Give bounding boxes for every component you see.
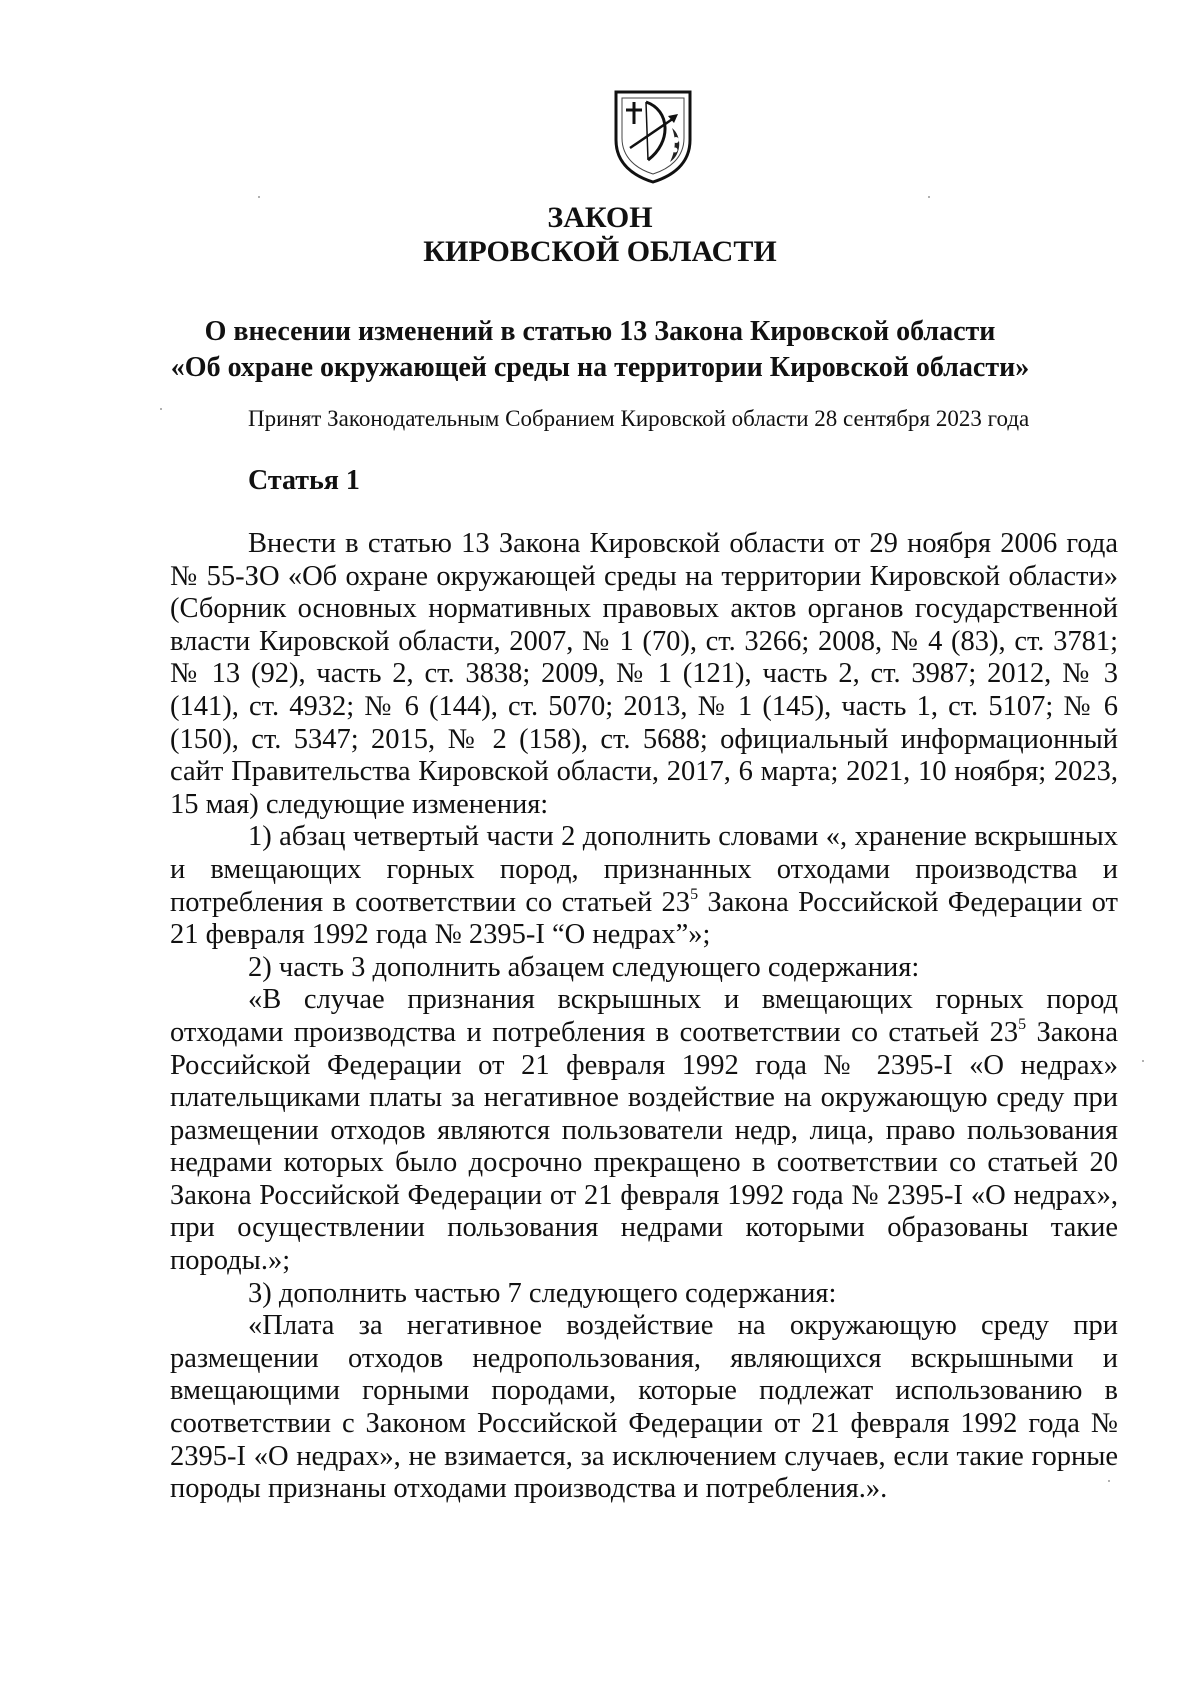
scan-speck xyxy=(160,408,162,410)
scan-speck xyxy=(928,196,930,198)
amendment-quote-2 xyxy=(170,984,1118,1277)
article-body xyxy=(170,528,1118,1506)
region-title: КИРОВСКОЙ ОБЛАСТИ xyxy=(423,235,777,268)
amendment-item-1 xyxy=(170,821,1118,951)
amendment-item-3: 3) дополнить частью 7 следующего содержания: xyxy=(248,1277,837,1309)
article-heading: Статья 1 xyxy=(248,465,360,496)
superscript: 5 xyxy=(1018,1015,1027,1033)
scan-speck xyxy=(1142,1060,1144,1062)
scan-speck xyxy=(1108,1480,1110,1482)
subject-line-2: «Об охране окружающей среды на территории Кировской области» xyxy=(170,352,1030,383)
quote2-text-tail: Закона Российской Федерации от 21 февраля 1992 года № 2395-I «О недрах» плательщиками платы за негативное воздействие на окружающую среду при размещении отходов являются пользователи недр, лица, право пользования недрами которых было досрочно прекращено в соответствии со статьей 20 Закона Российской Федерации от 21 февраля 1992 года № 2395-I «О недрах», при осуществлении пользования недрами которыми образованы такие породы.»; xyxy=(170,1016,1118,1277)
amendment-quote-3: «Плата за негативное воздействие на окружающую среду при размещении отходов недропользования, являющихся вскрышными и вмещающими горными породами, которые подлежат использованию в соответствии с Законом Российской Федерации от 21 февраля 1992 года № 2395-I «О недрах», не взимается, за исключением случаев, если такие горные породы признаны отходами производства и потребления.». xyxy=(170,1310,1118,1505)
quote2-text: «В случае признания вскрышных и вмещающих горных пород отходами производства и потребления в соответствии со статьей 23 xyxy=(170,984,1118,1048)
article-intro: Внести в статью 13 Закона Кировской области от 29 ноября 2006 года № 55-ЗО «Об охране окружающей среды на территории Кировской области» (Сборник основных нормативных правовых актов органов государственной власти Кировской области, 2007, № 1 (70), ст. 3266; 2008, № 4 (83), ст. 3781; № 13 (92), часть 2, ст. 3838; 2009, № 1 (121), часть 2, ст. 3987; 2012, № 3 (141), ст. 4932; № 6 (144), ст. 5070; 2013, № 1 (145), часть 1, ст. 5107; № 6 (150), ст. 5347; 2015, № 2 (158), ст. 5688; официальный информационный сайт Правительства Кировской области, 2017, 6 марта; 2021, 10 ноября; 2023, 15 мая) следующие изменения: xyxy=(170,528,1118,820)
law-title: ЗАКОН xyxy=(547,201,653,234)
amendment-item-2: 2) часть 3 дополнить абзацем следующего содержания: xyxy=(248,951,920,983)
coat-of-arms-icon xyxy=(612,88,694,184)
item1-text-tail: Закона Российской Федерации от 21 февраля 1992 года № 2395-I “О недрах”»; xyxy=(170,886,1118,951)
adoption-note: Принят Законодательным Собранием Кировской области 28 сентября 2023 года xyxy=(248,406,1030,431)
superscript: 5 xyxy=(690,885,699,903)
scan-speck xyxy=(258,196,260,198)
subject-line-1: О внесении изменений в статью 13 Закона Кировской области xyxy=(204,316,996,347)
item1-text: 1) абзац четвертый части 2 дополнить словами «, хранение вскрышных и вмещающих горных пород, признанных отходами производства и потребления в соответствии со статьей 23 xyxy=(170,821,1118,918)
